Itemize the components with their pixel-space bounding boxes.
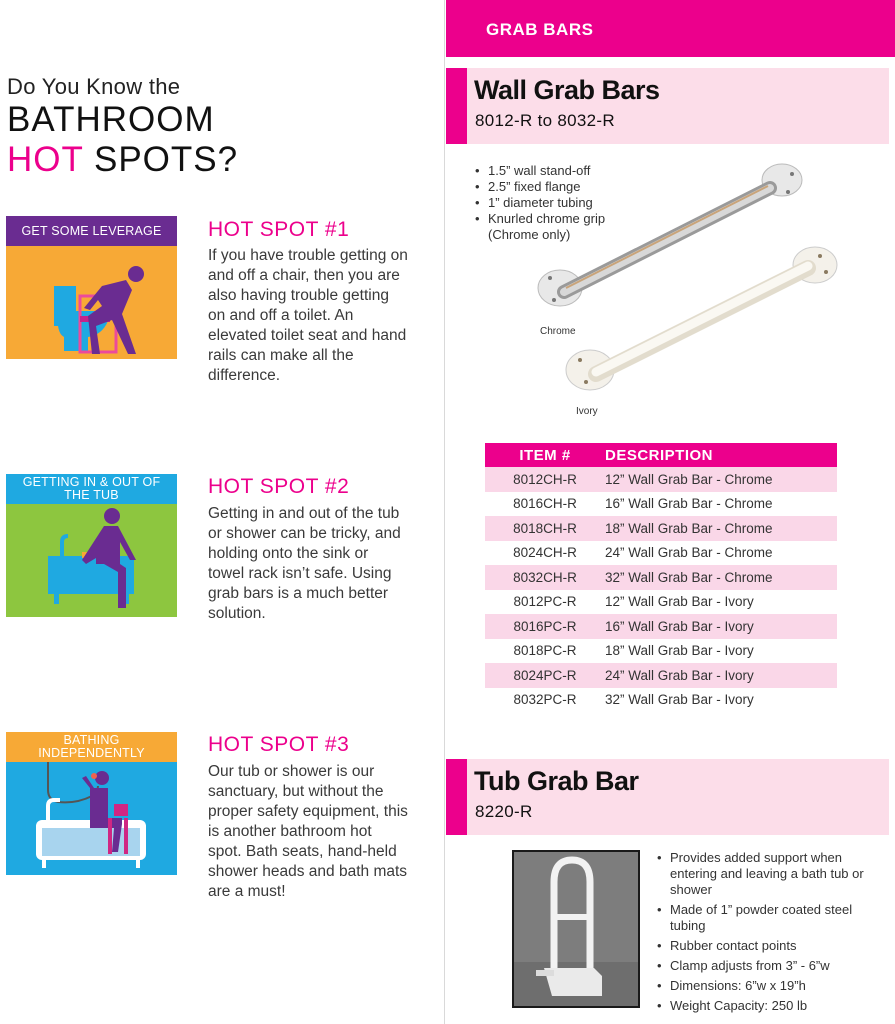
column-divider (444, 0, 445, 1024)
header-accent (446, 759, 467, 835)
wall-grab-bars-header (446, 68, 889, 144)
table-row (485, 467, 837, 492)
hot-spot-2-band: GETTING IN & OUT OF THE TUB (6, 474, 177, 504)
feature-item: • Provides added support when entering and leaving a bath tub or shower (655, 850, 875, 898)
hot-spot-1-band: GET SOME LEVERAGE (6, 216, 177, 246)
wall-grab-bars-table (485, 443, 837, 712)
feature-item: • Dimensions: 6”w x 19”h (655, 978, 875, 994)
intro-heading (7, 74, 238, 180)
item-number-cell: 8016PC-R (485, 614, 605, 639)
hot-spot-3-band: BATHING INDEPENDENTLY (6, 732, 177, 762)
item-number-cell: 8012PC-R (513, 594, 577, 610)
description-cell: 18” Wall Grab Bar - Chrome (605, 516, 837, 541)
intro-title-line1: BATHROOM (7, 100, 215, 139)
tub-grab-bar-product-image (512, 850, 640, 1008)
item-number-cell: 8024PC-R (485, 663, 605, 688)
grab-bars-product-image (520, 160, 850, 425)
feature-item: • 1.5” wall stand-off (473, 163, 643, 179)
description-cell: 24” Wall Grab Bar - Ivory (605, 663, 837, 688)
description-cell: 12” Wall Grab Bar - Ivory (605, 594, 754, 610)
tub-grab-bar-header (446, 759, 889, 835)
chrome-caption: Chrome (540, 326, 576, 337)
item-number-header: ITEM # (485, 443, 605, 467)
item-number-cell: 8018CH-R (485, 516, 605, 541)
description-cell: 24” Wall Grab Bar - Chrome (605, 545, 773, 561)
hot-spot-2-title: HOT SPOT #2 (208, 475, 350, 498)
item-number-cell: 8024CH-R (513, 545, 577, 561)
ivory-caption: Ivory (576, 406, 598, 417)
feature-item: • Knurled chrome grip (Chrome only) (473, 211, 643, 243)
product-name: Wall Grab Bars (474, 75, 660, 105)
intro-title-line2 (7, 140, 238, 180)
feature-item: • Rubber contact points (655, 938, 875, 954)
header-accent (446, 68, 467, 144)
bathing-figure-icon (6, 762, 177, 875)
section-title: GRAB BARS (486, 20, 594, 39)
table-row (485, 614, 837, 639)
hot-spot-2-illustration (6, 474, 177, 617)
hot-spot-1-title: HOT SPOT #1 (208, 218, 350, 241)
feature-item: • Clamp adjusts from 3” - 6”w (655, 958, 875, 974)
description-cell: 16” Wall Grab Bar - Chrome (605, 496, 773, 512)
table-row (485, 590, 837, 615)
item-number-cell: 8032PC-R (513, 692, 577, 708)
hot-word: HOT (7, 140, 84, 179)
table-row (485, 492, 837, 517)
hot-spot-1-illustration (6, 216, 177, 359)
hot-spot-3-title: HOT SPOT #3 (208, 733, 350, 756)
feature-item: • 1” diameter tubing (473, 195, 643, 211)
table-row (485, 541, 837, 566)
spots-word: SPOTS? (83, 140, 239, 179)
table-row (485, 639, 837, 664)
description-cell: 12” Wall Grab Bar - Chrome (605, 467, 837, 492)
table-row (485, 663, 837, 688)
description-cell: 16” Wall Grab Bar - Ivory (605, 614, 837, 639)
hot-spot-3-illustration (6, 732, 177, 875)
section-header (446, 0, 895, 57)
description-cell: 32” Wall Grab Bar - Ivory (605, 692, 754, 708)
table-row (485, 565, 837, 590)
intro-subtitle: Do You Know the (7, 74, 181, 99)
tub-step-figure-icon (6, 504, 177, 617)
description-header: DESCRIPTION (605, 443, 837, 467)
hot-spot-2-text: Getting in and out of the tub or shower can be tricky, and holding onto the sink or towel rack isn’t safe. Using grab bars is a much better solution. (208, 505, 401, 622)
feature-item: • Weight Capacity: 250 lb (655, 998, 875, 1014)
description-cell: 32” Wall Grab Bar - Chrome (605, 565, 837, 590)
table-row (485, 516, 837, 541)
table-header-row (485, 443, 837, 467)
feature-item: • Made of 1” powder coated steel tubing (655, 902, 875, 934)
product-name: Tub Grab Bar (474, 766, 639, 796)
product-code: 8012-R to 8032-R (475, 111, 615, 130)
item-number-cell: 8018PC-R (513, 643, 577, 659)
hot-spot-1-text: If you have trouble getting on and off a chair, then you are also having trouble getting on and off a toilet. An elevated toilet seat and hand rails can make all the difference. (208, 247, 408, 384)
table-row (485, 688, 837, 713)
tub-grab-bar-features (655, 850, 875, 1018)
item-number-cell: 8012CH-R (485, 467, 605, 492)
toilet-figure-icon (6, 246, 177, 359)
item-number-cell: 8032CH-R (485, 565, 605, 590)
item-number-cell: 8016CH-R (513, 496, 577, 512)
description-cell: 18” Wall Grab Bar - Ivory (605, 643, 754, 659)
hot-spot-3-text: Our tub or shower is our sanctuary, but without the proper safety equipment, this is another bathroom hot spot. Bath seats, hand-held shower heads and bath mats are a must! (208, 763, 408, 900)
product-code: 8220-R (475, 802, 533, 821)
feature-item: • 2.5” fixed flange (473, 179, 643, 195)
